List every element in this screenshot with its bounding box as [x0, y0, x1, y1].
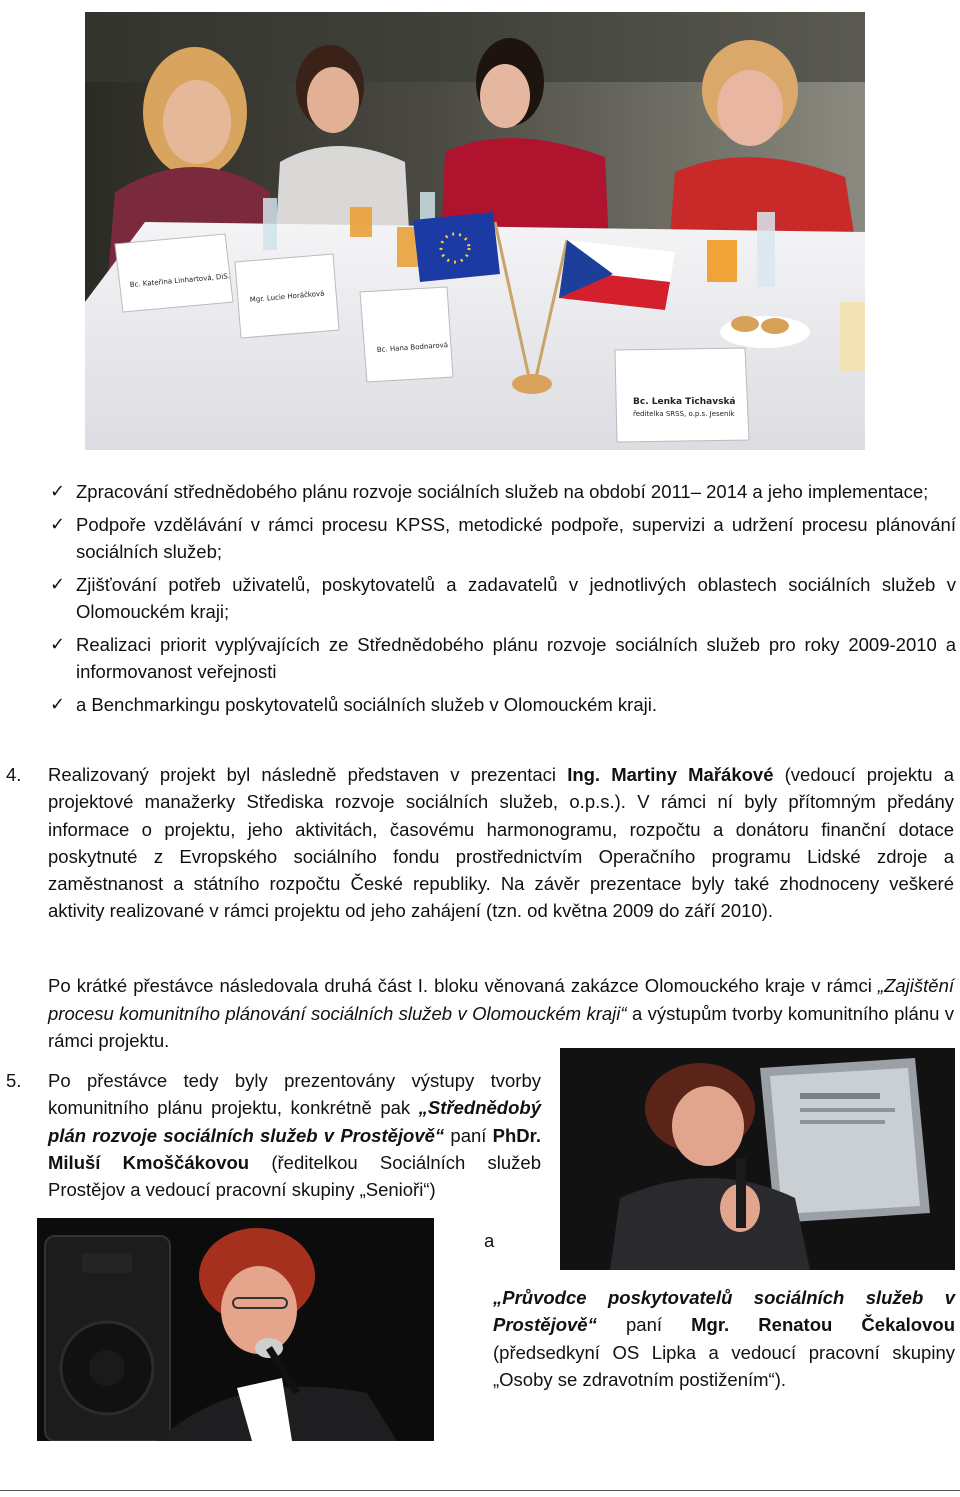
- presenter-name: PhDr. Miluší Kmoščákovou: [48, 1124, 541, 1173]
- name-card-2: Mgr. Lucie Horáčková: [249, 289, 325, 304]
- paragraph-break-intro: Po krátké přestávce následovala druhá část I. bloku věnovaná zakázce Olomouckého kraje v rámci „Zajištění procesu komunitního plánování sociálních služeb v Olomouckém kraji“ a výstupům tvorby komunitního plánu v rámci projektu.: [48, 975, 954, 1051]
- conjunction-a: a: [484, 1230, 495, 1251]
- list-item: ✓ Zjišťování potřeb uživatelů, poskytovatelů a zadavatelů v jednotlivých oblastech sociálních služeb v Olomouckém kraji;: [48, 571, 956, 625]
- name-card-4-role: ředitelka SRSS, o.p.s. Jeseník: [633, 410, 735, 418]
- checkmark-icon: ✓: [50, 694, 66, 715]
- list-item: ✓ Podpoře vzdělávání v rámci procesu KPSS, metodické podpoře, supervizi a udržení procesu plánování sociálních služeb;: [48, 511, 956, 565]
- checkmark-icon: ✓: [50, 481, 66, 502]
- presenter-photo-2: [37, 1218, 434, 1441]
- list-item: ✓ Zpracování střednědobého plánu rozvoje sociálních služeb na období 2011– 2014 a jeho implementace;: [48, 478, 956, 505]
- paragraph-number: 4.: [6, 764, 22, 785]
- checkmark-icon: ✓: [50, 514, 66, 535]
- guide-title: „Průvodce poskytovatelů sociálních služeb v Prostějově“: [493, 1287, 955, 1336]
- name-card-3: Bc. Hana Bodnarová: [376, 341, 449, 354]
- meeting-photo: [85, 12, 865, 450]
- presenter-name: Mgr. Renatou Čekalovou: [691, 1314, 955, 1336]
- presenter-name: Ing. Martiny Mařákové: [567, 764, 774, 785]
- paragraph-5: 5. Po přestávce tedy byly prezentovány výstupy tvorby komunitního plánu projektu, konkrétně pak „Střednědobý plán rozvoje sociálních služeb v Prostějově“ paní PhDr. Miluší Kmoščákovou (ředitelkou Sociálních služeb Prostějov a vedoucí pracovní skupiny „Senioři“): [48, 1067, 541, 1203]
- presenter-photo-1: [560, 1048, 955, 1270]
- contract-title: „Zajištění procesu komunitního plánování sociálních služeb v Olomouckém kraji“: [48, 975, 954, 1024]
- name-card-4: Bc. Lenka Tichavská: [633, 397, 736, 407]
- checkmark-icon: ✓: [50, 574, 66, 595]
- plan-title: „Střednědobý plán rozvoje sociálních služeb v Prostějově“: [48, 1097, 541, 1146]
- footer-divider: [0, 1490, 960, 1491]
- name-card-1: Bc. Kateřina Linhartová, DiS.: [129, 272, 231, 289]
- project-activities-list: [48, 478, 956, 724]
- list-item: ✓ Realizaci priorit vyplývajících ze Střednědobého plánu rozvoje sociálních služeb pro roky 2009-2010 a informovanost veřejnosti: [48, 631, 956, 685]
- list-item: ✓ a Benchmarkingu poskytovatelů sociálních služeb v Olomouckém kraji.: [48, 691, 956, 718]
- paragraph-guide: „Průvodce poskytovatelů sociálních služeb v Prostějově“ paní Mgr. Renatou Čekalovou (předsedkyní OS Lipka a vedoucí pracovní skupiny „Osoby se zdravotním postižením“).: [493, 1287, 955, 1390]
- checkmark-icon: ✓: [50, 634, 66, 655]
- paragraph-number: 5.: [6, 1070, 22, 1091]
- paragraph-4: 4. Realizovaný projekt byl následně představen v prezentaci Ing. Martiny Mařákové (vedoucí projektu a projektové manažerky Střediska rozvoje sociálních služeb, o.p.s.). V rámci ní byly přítomným předány informace o projektu, jeho aktivitách, časovému harmonogramu, rozpočtu a donátoru finanční dotace poskytnuté z Evropského sociálního fondu prostřednictvím Operačního programu Lidské zdroje a zaměstnanost a státního rozpočtu České republiky. Na závěr prezentace byly také zhodnoceny veškeré aktivity realizované v rámci projektu od jeho zahájení (tzn. od května 2009 do září 2010).: [48, 761, 954, 925]
